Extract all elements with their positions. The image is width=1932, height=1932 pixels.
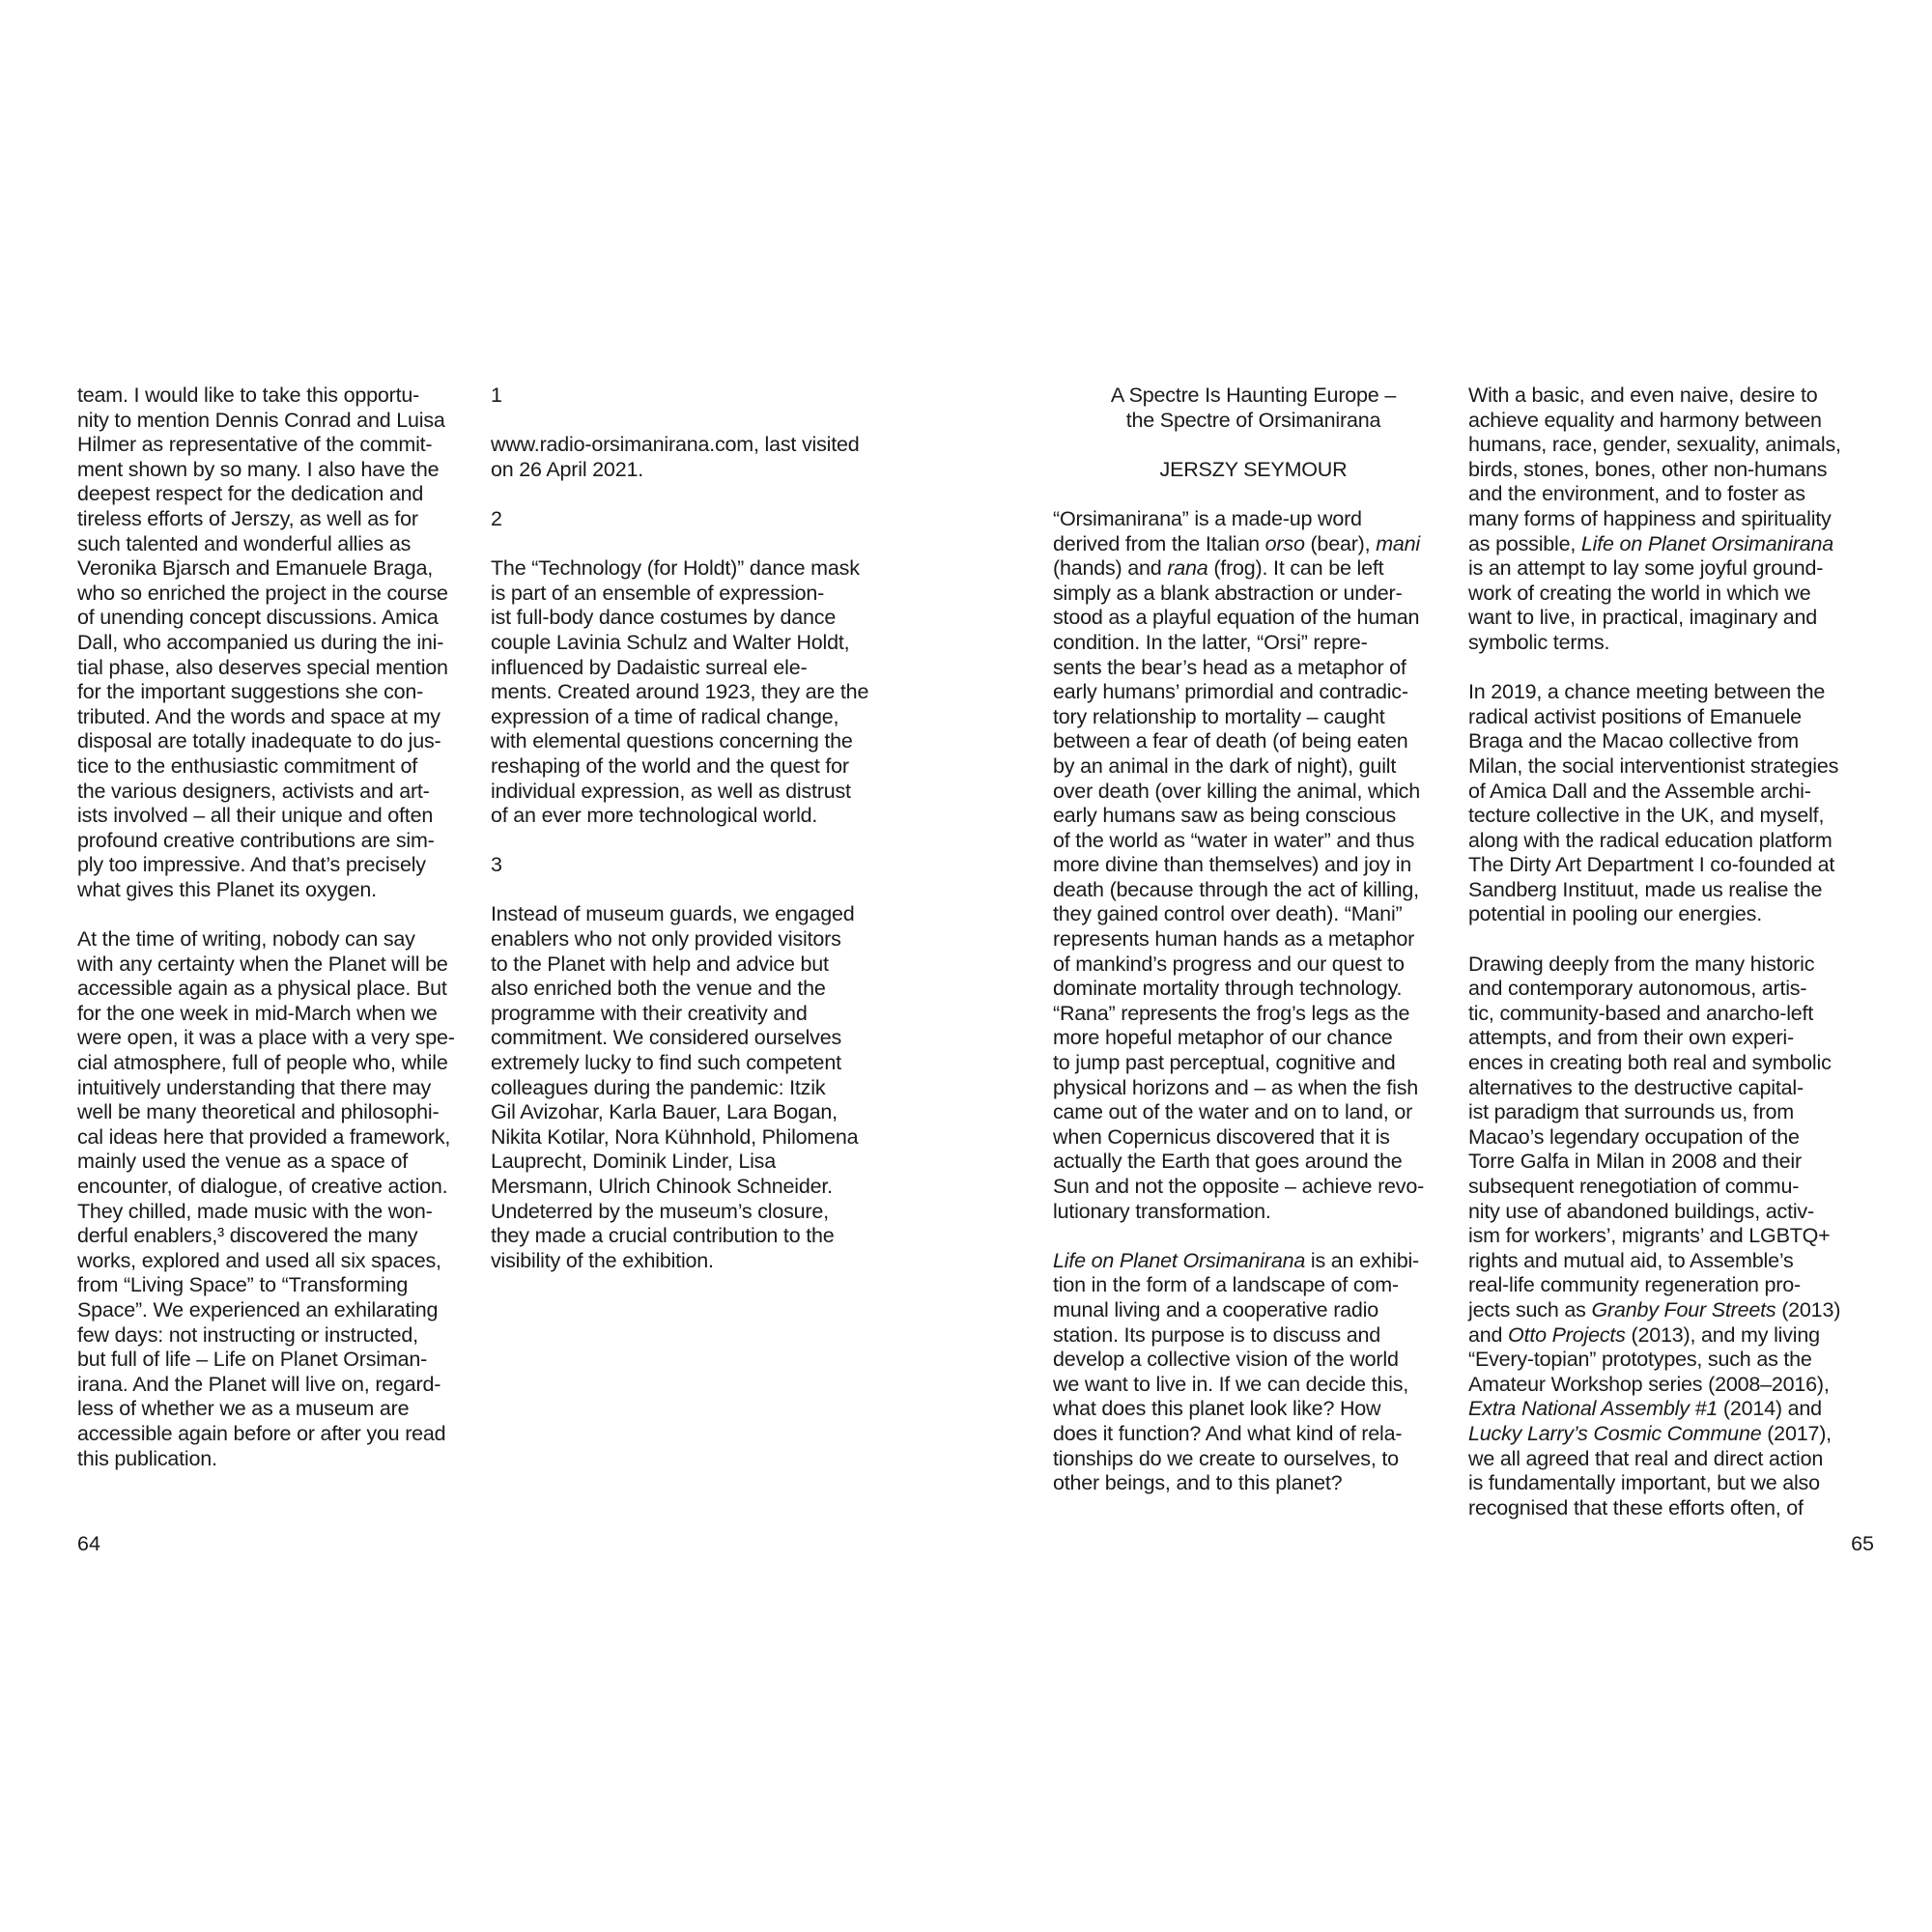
- paragraph-exhibition-purpose: Life on Planet Orsimanirana is an exhibi- tion in the form of a landscape of com- munal living and a cooperative radio station. Its purpose is to discuss and develop a collective vision of the world we want to live in. If we can decide this, what does this planet look like? How does it function? And what kind of rela- tionships do we create to ourselves, to other beings, and to this planet?: [1053, 1248, 1420, 1495]
- footnote-number-2: 2: [491, 506, 502, 530]
- footnote-text-1: www.radio-orsimanirana.com, last visited on 26 April 2021.: [491, 433, 860, 481]
- footnote-number-3: 3: [491, 853, 502, 877]
- left-column-main-text: [77, 384, 478, 1496]
- right-column-essay-continued: [1468, 384, 1869, 1546]
- footnote-text-2: The “Technology (for Holdt)” dance mask is part of an ensemble of expression- ist full-body dance costumes by dance couple Lavinia Schulz and Walter Holdt, influenced by Dadaistic surreal ele- ments. Created around 1923, they are the expression of a time of radical change, with elemental questions concerning the reshaping of the world and the quest for individual expression, as well as distrust of an ever more technological world.: [491, 556, 869, 828]
- paragraph-orsimanirana-definition: “Orsimanirana” is a made-up word derived from the Italian orso (bear), mani (hands) and rana (frog). It can be left simply as a blank abstraction or under- stood as a playful equation of the human condition. In the latter, “Orsi” repre- sents the bear’s head as a metaphor of early humans’ primordial and contradic- tory relationship to mortality – caught between a fear of death (of being eaten by an animal in the dark of night), guilt over death (over killing the animal, which early humans saw as being conscious of the world as “water in water” and thus more divine than themselves) and joy in death (because through the act of killing, they gained control over death). “Mani” represents human hands as a metaphor of mankind’s progress and our quest to dominate mortality through technology. “Rana” represents the frog’s legs as the more hopeful metaphor of our chance to jump past perceptual, cognitive and physical horizons and – as when the fish came out of the water and on to land, or when Copernicus discovered that it is actually the Earth that goes around the Sun and not the opposite – achieve revo- lutionary transformation.: [1053, 506, 1425, 1223]
- paragraph-drawing-deeply: Drawing deeply from the many historic and contemporary autonomous, artis- tic, community-based and anarcho-left attempts, and from their own experi- ences in creating both real and symbolic alternatives to the destructive capital- ist paradigm that surrounds us, from Macao’s legendary occupation of the Torre Galfa in Milan in 2008 and their subsequent renegotiation of commu- nity use of abandoned buildings, activ- ism for workers’, migrants’ and LGBTQ+ rights and mutual aid, to Assemble’s real-life community regeneration pro- jects such as Granby Four Streets (2013) and Otto Projects (2013), and my living “Every-topian” prototypes, such as the Amateur Workshop series (2008–2016), Extra National Assembly #1 (2014) and Lucky Larry’s Cosmic Commune (2017), we all agreed that real and direct action is fundamentally important, but we also recognised that these efforts often, of: [1468, 952, 1841, 1520]
- footnote-text-3: Instead of museum guards, we engaged enablers who not only provided visitors to the Planet with help and advice but also enriched both the venue and the programme with their creativity and commitment. We considered ourselves extremely lucky to find such competent colleagues during the pandemic: Itzik Gil Avizohar, Karla Bauer, Lara Bogan, Nikita Kotilar, Nora Kühnhold, Philomena Lauprecht, Dominik Linder, Lisa Mersmann, Ulrich Chinook Schneider. Undeterred by the museum’s closure, they made a crucial contribution to the visibility of the exhibition.: [491, 902, 859, 1272]
- page-number-left: 64: [77, 1532, 100, 1555]
- footnote-number-1: 1: [491, 384, 502, 407]
- paragraph-time-of-writing: At the time of writing, nobody can say with any certainty when the Planet will be accessible again as a physical place. But for the one week in mid-March when we were open, it was a place with a very spe- cial atmosphere, full of people who, while intuitively understanding that there may well be many theoretical and philosophi- cal ideas here that provided a framework, mainly used the venue as a space of encounter, of dialogue, of creative action. They chilled, made music with the won- derful enablers,³ discovered the many works, explored and used all six spaces, from “Living Space” to “Transforming Space”. We experienced an exhilarating few days: not instructing or instructed, but full of life – Life on Planet Orsiman- irana. And the Planet will live on, regard- less of whether we as a museum are accessible again before or after you read this publication.: [77, 927, 455, 1470]
- essay-title: A Spectre Is Haunting Europe – the Spectre of Orsimanirana: [1110, 384, 1397, 432]
- right-column-essay-start: [1053, 384, 1454, 1520]
- paragraph-chance-meeting: In 2019, a chance meeting between the radical activist positions of Emanuele Braga and the Macao collective from Milan, the social interventionist strategies of Amica Dall and the Assemble archi- tecture collective in the UK, and myself, along with the radical education platform The Dirty Art Department I co-founded at Sandberg Instituut, made us realise the potential in pooling our energies.: [1468, 680, 1839, 926]
- page-number-right: 65: [1851, 1532, 1874, 1555]
- footnotes-column: [491, 384, 892, 1298]
- essay-author: JERSZY SEYMOUR: [1159, 457, 1348, 481]
- paragraph-desire-for-equality: With a basic, and even naive, desire to achieve equality and harmony between humans, race, gender, sexuality, animals, birds, stones, bones, other non-humans and the environment, and to foster as many forms of happiness and spirituality as possible, Life on Planet Orsimanirana is an attempt to lay some joyful ground- work of creating the world in which we want to live, in practical, imaginary and symbolic terms.: [1468, 384, 1841, 654]
- paragraph-acknowledgements: team. I would like to take this opportu- nity to mention Dennis Conrad and Luisa Hilmer as representative of the commit- ment shown by so many. I also have the deepest respect for the dedication and tireless efforts of Jerszy, as well as for such talented and wonderful allies as Veronika Bjarsch and Emanuele Braga, who so enriched the project in the course of unending concept discussions. Amica Dall, who accompanied us during the ini- tial phase, also deserves special mention for the important suggestions she con- tributed. And the words and space at my disposal are totally inadequate to do jus- tice to the enthusiastic commitment of the various designers, activists and art- ists involved – all their unique and often profound creative contributions are sim- ply too impressive. And that’s precisely what gives this Planet its oxygen.: [77, 384, 448, 901]
